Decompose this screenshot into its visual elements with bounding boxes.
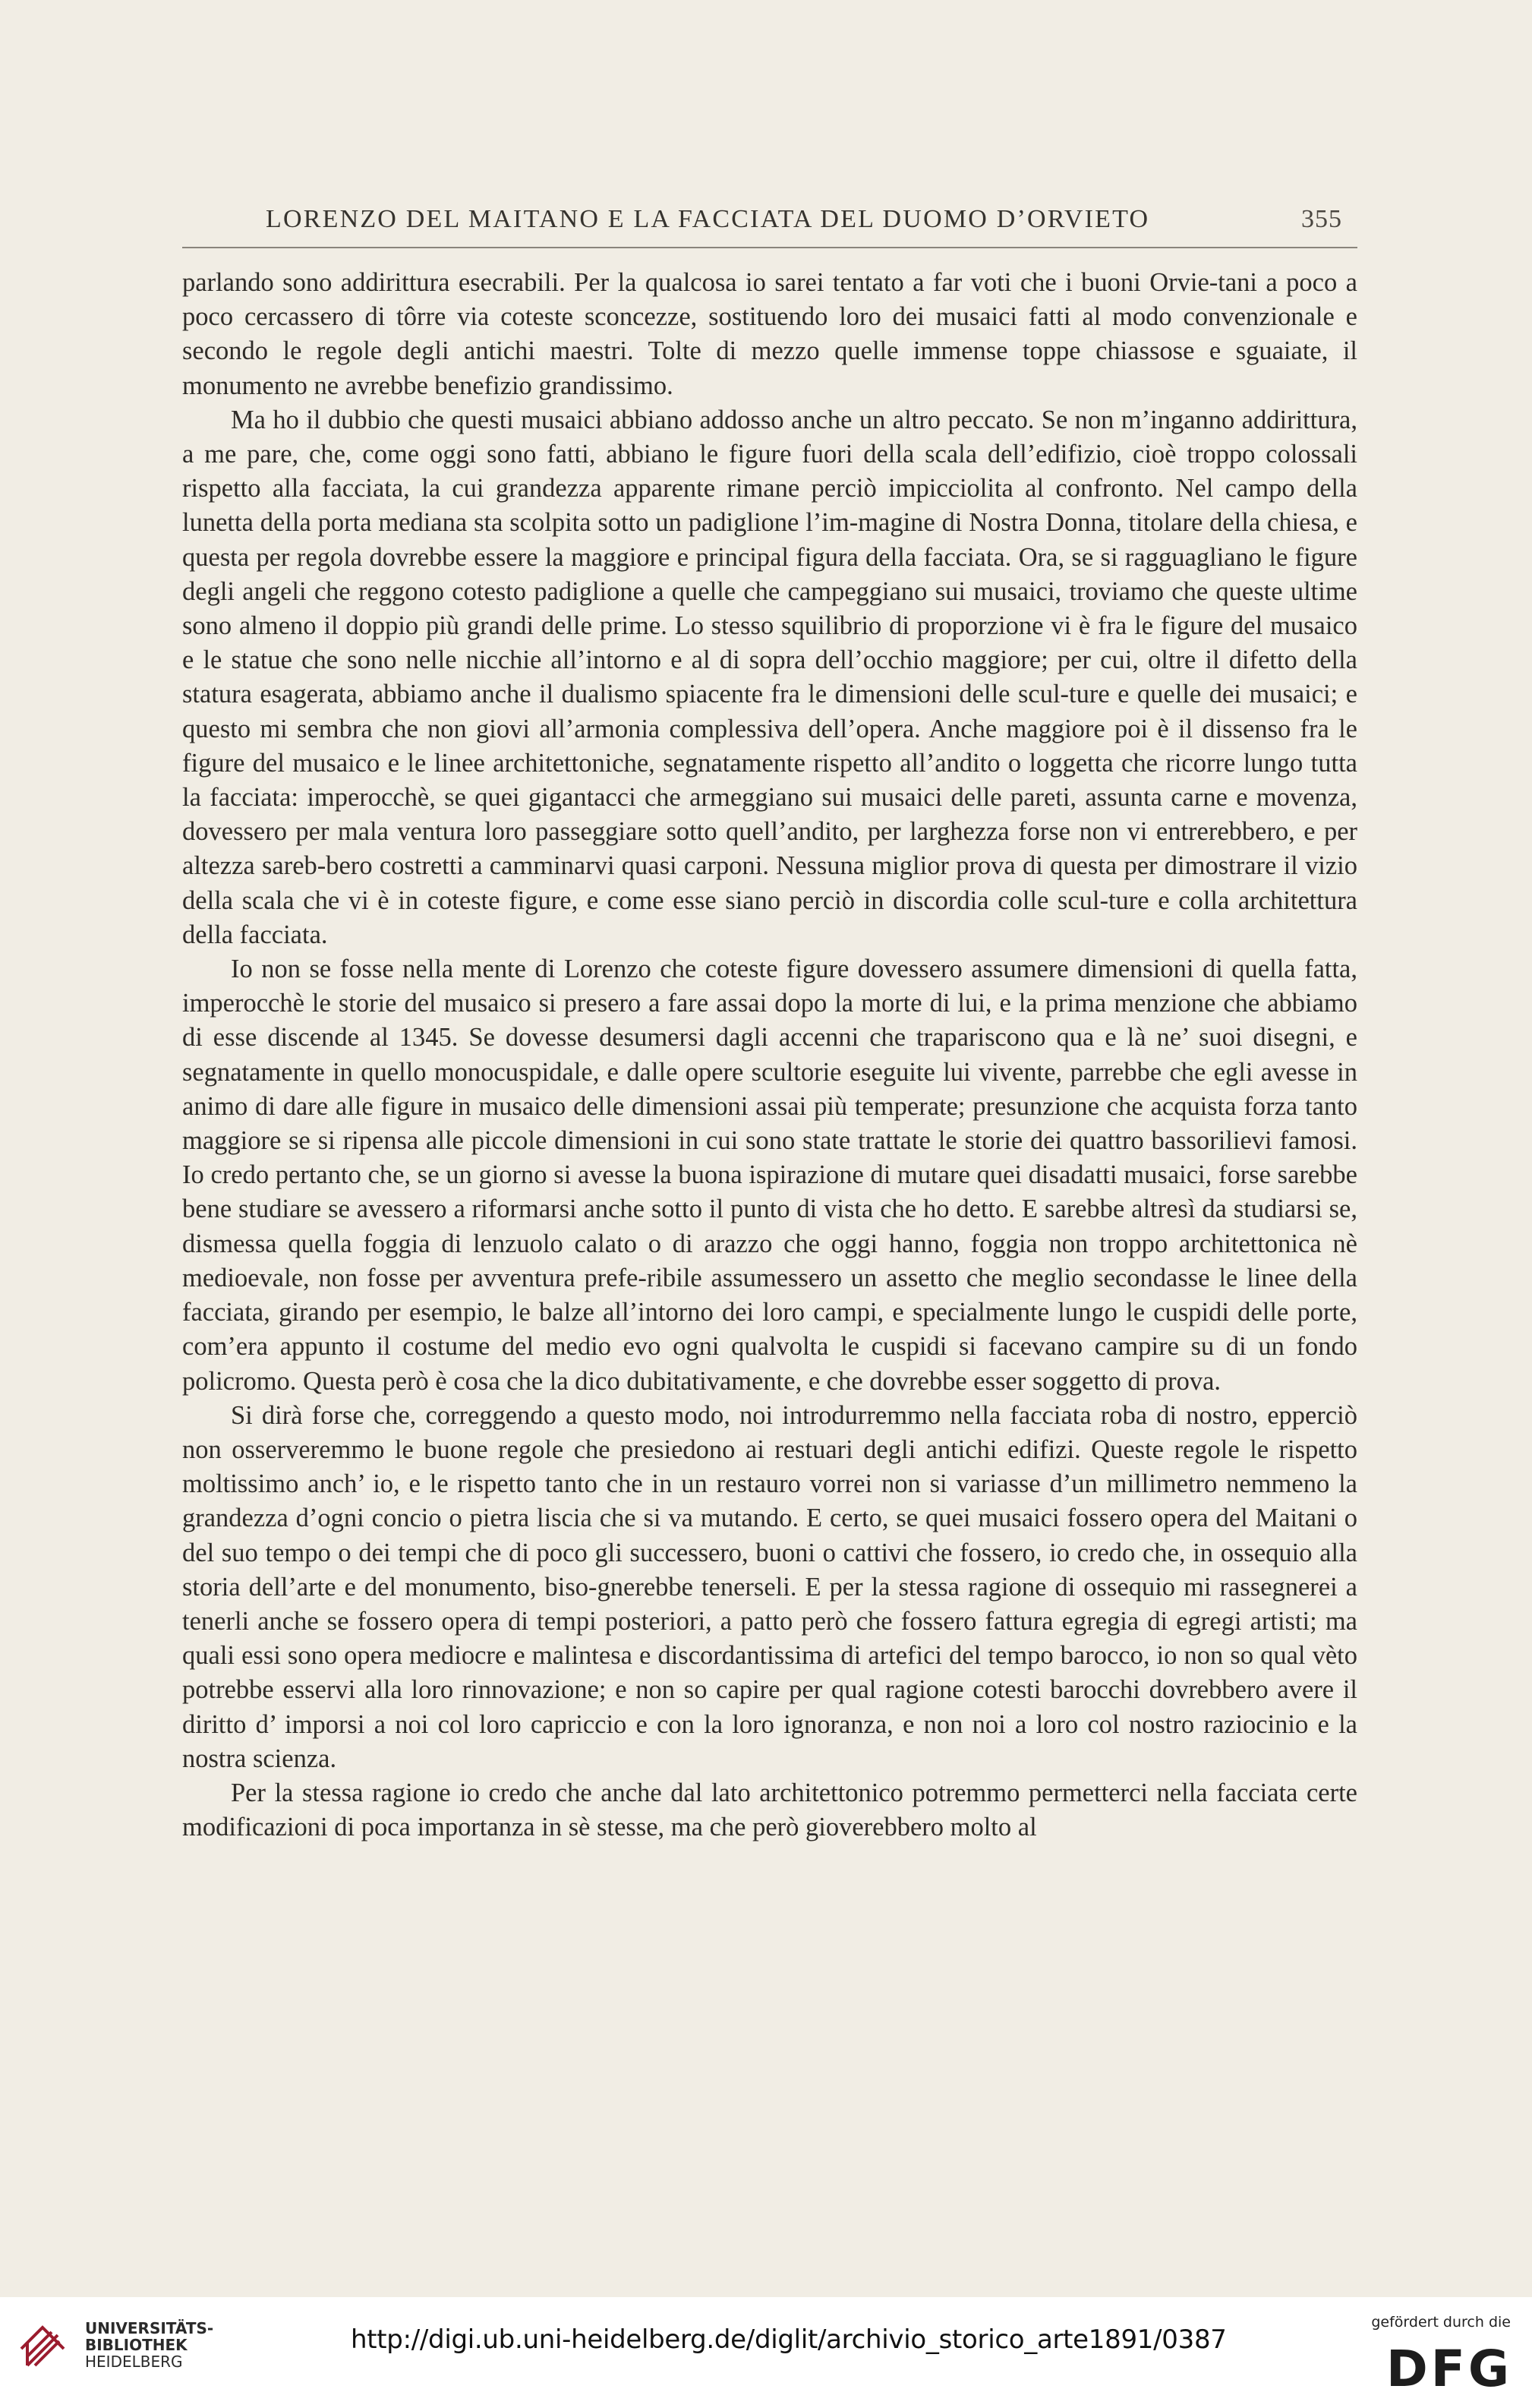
library-name-line1: UNIVERSITÄTS- (85, 2319, 214, 2337)
running-head (0, 205, 1532, 243)
header-rule (182, 247, 1357, 248)
paragraph-5: Per la stessa ragione io credo che anche dal lato architettonico potremmo permetterci nella facciata certe modificazioni di poca importanza in sè stesse, ma che però gioverebbero molto al (182, 1778, 1357, 1842)
permalink-url[interactable]: http://digi.ub.uni-heidelberg.de/diglit/archivio_storico_arte1891/0387 (351, 2324, 1227, 2355)
library-name-line2: BIBLIOTHEK (85, 2336, 188, 2354)
paragraph-4: Si dirà forse che, correggendo a questo modo, noi introdurremmo nella facciata roba di nostro, epperciò non osserveremmo le buone regole che presiedono ai restuari degli antichi edifizi. Queste regole le rispetto moltissimo anch’ io, e le rispetto tanto che in un restauro vorrei non si variasse d’un millimetro nemmeno la grandezza d’ogni concio o pietra liscia che si va mutando. E certo, se quei musaici fossero opera del Maitani o del suo tempo o dei tempi che di poco gli successero, buoni o cattivi che fossero, io credo che, in ossequio alla storia dell’arte e del monumento, biso-gnerebbe tenerseli. E per la stessa ragione di ossequio mi rassegnerei a tenerli anche se fossero opera di tempi posteriori, a patto però che fossero fattura egregia di egregi artisti; ma quali essi sono opera mediocre e malintesa e discordantissima di artefici del tempo barocco, io non so qual vèto potrebbe esservi alla loro rinnovazione; e non so capire per qual ragione cotesti barocchi dovrebbero avere il diritto d’ imporsi a noi col loro capriccio e con la loro ignoranza, e non noi a loro col nostro raziocinio e la nostra scienza. (182, 1400, 1357, 1773)
running-title: LORENZO DEL MAITANO E LA FACCIATA DEL DUOMO D’ORVIETO (266, 205, 1150, 233)
funding-caption: gefördert durch die (1371, 2314, 1511, 2331)
ub-heidelberg-logo-icon (17, 2312, 68, 2375)
paragraph-1: parlando sono addirittura esecrabili. Per la qualcosa io sarei tentato a far voti che i buoni Orvie-tani a poco a poco cercassero di tôrre via coteste sconcezze, sostituendo loro dei musaici fatti al modo convenzionale e secondo le regole degli antichi maestri. Tolte di mezzo quelle immense toppe chiassose e sguaiate, il monumento ne avrebbe benefizio grandissimo. (182, 268, 1357, 400)
page-number: 355 (1301, 205, 1342, 233)
paragraph-3: Io non se fosse nella mente di Lorenzo che coteste figure dovessero assumere dimensioni di quella fatta, imperocchè le storie del musaico si presero a fare assai dopo la morte di lui, e la prima menzione che abbiamo di esse discende al 1345. Se dovesse desumersi dagli accenni che trapariscono qua e là ne’ suoi disegni, e segnatamente in quello monocuspidale, e dalle opere scultorie eseguite lui vivente, parrebbe che egli avesse in animo di dare alle figure in musaico delle dimensioni assai più temperate; presunzione che acquista forza tanto maggiore se si ripensa alle piccole dimensioni in cui sono state trattate le storie dei quattro bassorilievi famosi. Io credo pertanto che, se un giorno si avesse la buona ispirazione di mutare quei disadatti musaici, forse sarebbe bene studiare se avessero a riformarsi anche sotto il punto di vista che ho detto. E sarebbe altresì da studiarsi se, dismessa quella foggia di lenzuolo calato o di arazzo che oggi hanno, foggia non troppo architettonica nè medioevale, non fosse per avventura prefe-ribile assumessero un assetto che meglio secondasse le linee della facciata, girando per esempio, le balze all’intorno dei loro campi, e specialmente lungo le cuspidi delle porte, com’era appunto il costume del medio evo ogni qualvolta le cuspidi si facevano campire su di un fondo policromo. Questa però è cosa che la dico dubitativamente, e che dovrebbe esser soggetto di prova. (182, 955, 1357, 1396)
dfg-logo: DFG (1385, 2340, 1512, 2398)
paragraph-2: Ma ho il dubbio che questi musaici abbiano addosso anche un altro peccato. Se non m’inganno addirittura, a me pare, che, come oggi sono fatti, abbiano le figure fuori della scala dell’edifizio, cioè troppo colossali rispetto alla facciata, la cui grandezza apparente rimane perciò impicciolita al confronto. Nel campo della lunetta della porta mediana sta scolpita sotto un padiglione l’im-magine di Nostra Donna, titolare della chiesa, e questa per regola dovrebbe essere la maggiore e principal figura della facciata. Ora, se si ragguagliano le figure degli angeli che reggono cotesto padiglione a quelle che campeggiano sui musaici, troviamo che queste ultime sono almeno il doppio più grandi delle prime. Lo stesso squilibrio di proporzione vi è fra le figure del musaico e le statue che sono nelle nicchie all’intorno e al di sopra dell’occhio maggiore; per cui, oltre il difetto della statura esagerata, abbiamo anche il dualismo spiacente fra le dimensioni delle scul-ture e quelle dei musaici; e questo mi sembra che non giovi all’armonia complessiva dell’opera. Anche maggiore poi è il dissenso fra le figure del musaico e le linee architettoniche, segnatamente rispetto all’andito o loggetta che ricorre lungo tutta la facciata: imperocchè, se quei gigantacci che armeggiano sui musaici delle pareti, assunta carne e movenza, dovessero per mala ventura loro passeggiare sotto quell’andito, per larghezza forse non vi entrerebbero, e per altezza sareb-bero costretti a camminarvi quasi carponi. Nessuna miglior prova di questa per dimostrare il vizio della scala che vi è in coteste figure, e come esse siano perciò in discordia colle scul-ture e colla architettura della facciata. (182, 405, 1357, 949)
body-text (182, 266, 1357, 1845)
library-name (85, 2320, 213, 2370)
digitization-footer (0, 2297, 1532, 2408)
library-name-line3: HEIDELBERG (85, 2353, 183, 2371)
